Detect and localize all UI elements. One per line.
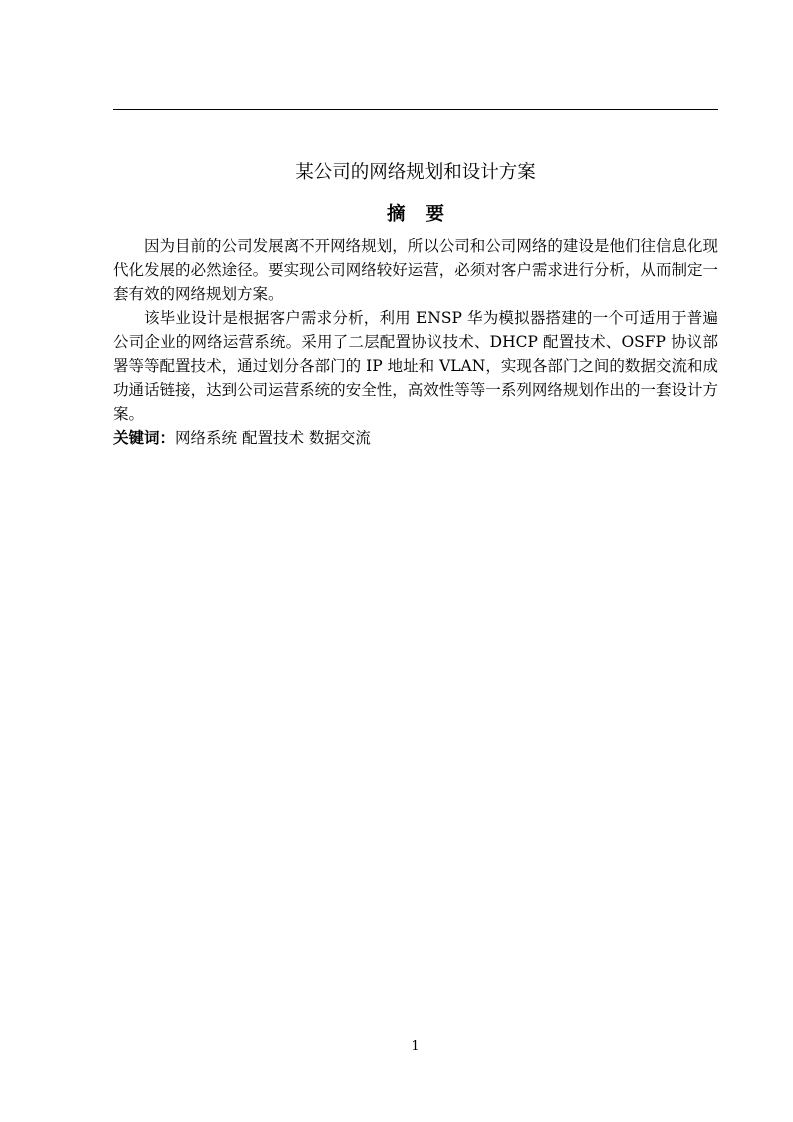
document-title: 某公司的网络规划和设计方案 xyxy=(295,162,536,183)
abstract-heading-char-1: 摘 xyxy=(386,204,406,225)
header-rule xyxy=(113,109,718,110)
abstract-paragraph-2: 该毕业设计是根据客户需求分析，利用 ENSP 华为模拟器搭建的一个可适用于普遍公司企业的网络运营系统。采用了二层配置协议技术、DHCP 配置技术、OSFP 协议部署等等配置技术，通过划分各部门的 IP 地址和 VLAN，实现各部门之间的数据交流和成功通话链接，达到公司运营系统的安全性，高效性等等一系列网络规划作出的一套设计方案。 xyxy=(113,309,718,423)
abstract-heading xyxy=(113,202,718,228)
keywords-label: 关键词： xyxy=(113,428,176,447)
page-number: 1 xyxy=(411,1039,420,1054)
abstract-paragraph-1: 因为目前的公司发展离不开网络规划，所以公司和公司网络的建设是他们往信息化现代化发展的必然途径。要实现公司网络较好运营，必须对客户需求进行分析，从而制定一套有效的网络规划方案。 xyxy=(113,237,718,303)
keywords-value: 网络系统 配置技术 数据交流 xyxy=(175,429,371,447)
abstract-body xyxy=(113,234,718,450)
abstract-heading-char-2: 要 xyxy=(425,204,445,225)
keywords-line xyxy=(113,426,718,450)
